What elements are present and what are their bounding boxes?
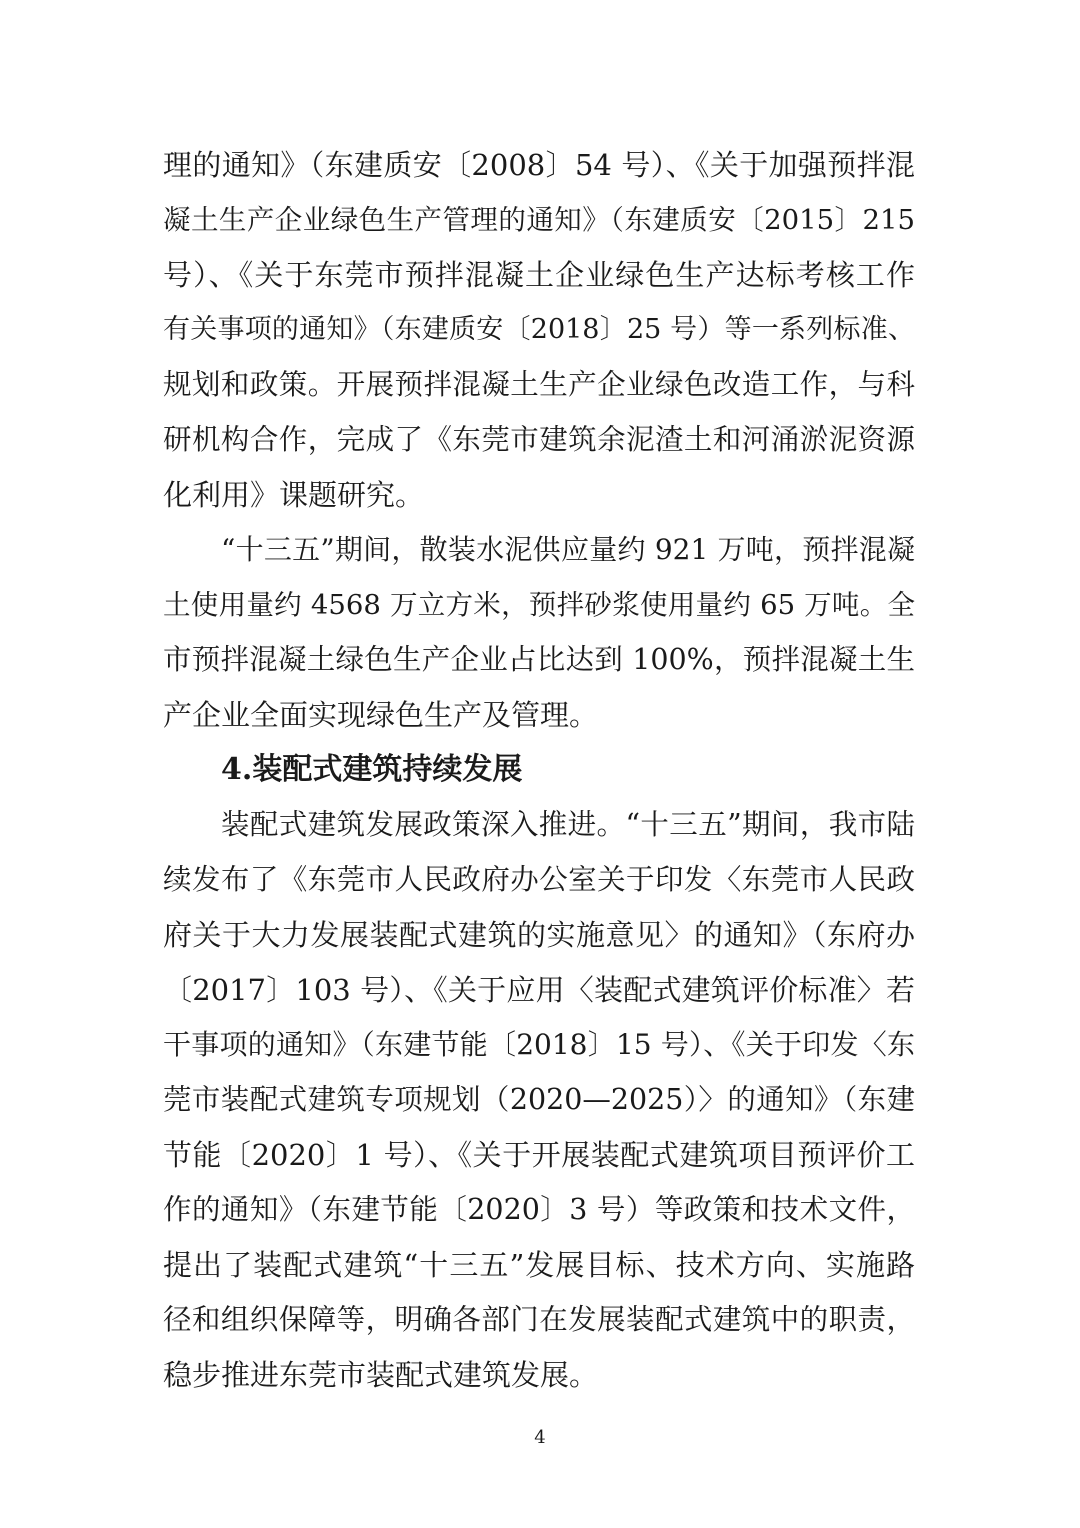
paragraph-2-line-4: 产企业全面实现绿色生产及管理。: [163, 698, 599, 732]
paragraph-3-line-8: 作的通知》（东建节能〔2020〕3 号）等政策和技术文件，: [163, 1193, 915, 1226]
paragraph-1-line-1: 理的通知》（东建质安〔2008〕54 号）、《关于加强预拌混: [163, 148, 915, 182]
paragraph-2-line-3: 市预拌混凝土绿色生产企业占比达到 100%，预拌混凝土生: [163, 643, 915, 676]
paragraph-1-line-5: 规划和政策。开展预拌混凝土生产企业绿色改造工作，与科: [163, 368, 915, 401]
paragraph-2-line-1: “十三五”期间，散装水泥供应量约 921 万吨，预拌混凝: [221, 533, 915, 566]
paragraph-3-line-6: 莞市装配式建筑专项规划（2020—2025）〉的通知》（东建: [163, 1083, 915, 1116]
paragraph-2-line-2: 土使用量约 4568 万立方米，预拌砂浆使用量约 65 万吨。全: [163, 589, 915, 621]
paragraph-1-line-3: 号）、《关于东莞市预拌混凝土企业绿色生产达标考核工作: [163, 258, 915, 292]
paragraph-1-line-6: 研机构合作，完成了《东莞市建筑余泥渣土和河涌淤泥资源: [163, 423, 915, 456]
paragraph-1-line-4: 有关事项的通知》（东建质安〔2018〕25 号）等一系列标准、: [163, 314, 915, 345]
paragraph-1-line-2: 凝土生产企业绿色生产管理的通知》（东建质安〔2015〕215: [163, 204, 915, 236]
paragraph-3-line-1: 装配式建筑发展政策深入推进。“十三五”期间，我市陆: [221, 808, 915, 841]
paragraph-3-line-11: 稳步推进东莞市装配式建筑发展。: [163, 1358, 599, 1392]
paragraph-1-line-7: 化利用》课题研究。: [163, 478, 425, 512]
paragraph-3-line-9: 提出了装配式建筑“十三五”发展目标、技术方向、实施路: [163, 1248, 915, 1282]
section-heading: 4.装配式建筑持续发展: [221, 752, 523, 787]
paragraph-3-line-2: 续发布了《东莞市人民政府办公室关于印发〈东莞市人民政: [163, 863, 915, 896]
paragraph-3-line-7: 节能〔2020〕1 号）、《关于开展装配式建筑项目预评价工: [163, 1138, 915, 1172]
paragraph-3-line-4: 〔2017〕103 号）、《关于应用〈装配式建筑评价标准〉若: [163, 973, 915, 1007]
paragraph-3-line-5: 干事项的通知》（东建节能〔2018〕15 号）、《关于印发〈东: [163, 1028, 915, 1061]
paragraph-3-line-10: 径和组织保障等，明确各部门在发展装配式建筑中的职责，: [163, 1303, 915, 1336]
page-number: 4: [534, 1427, 546, 1448]
paragraph-3-line-3: 府关于大力发展装配式建筑的实施意见〉的通知》（东府办: [163, 918, 915, 952]
